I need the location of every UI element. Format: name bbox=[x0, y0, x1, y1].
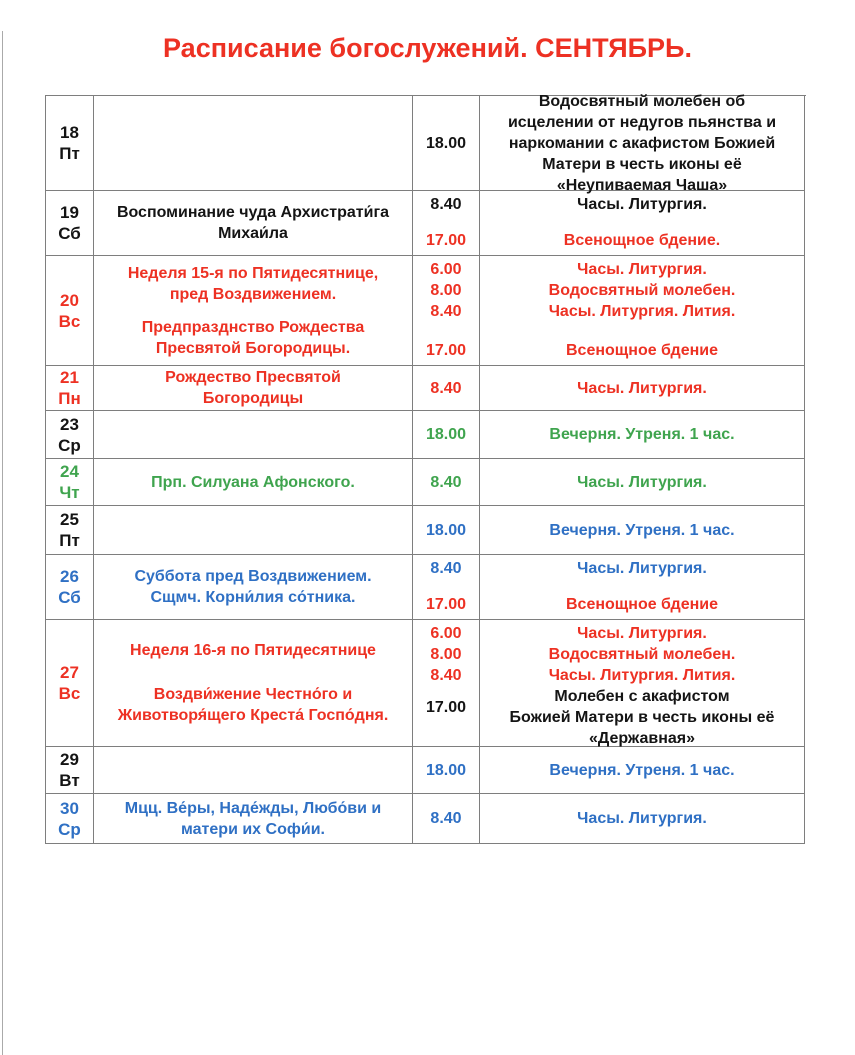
time-value: 8.00 bbox=[430, 282, 462, 299]
time-value: 18.00 bbox=[425, 134, 467, 152]
time-group bbox=[426, 697, 466, 718]
service-line: «Неупиваемая Чаша» bbox=[556, 176, 728, 194]
service-cell bbox=[480, 555, 805, 620]
date-cell bbox=[46, 555, 94, 620]
day-number: 25 bbox=[60, 510, 79, 529]
date-cell bbox=[46, 459, 94, 506]
service-cell bbox=[480, 366, 805, 411]
service-line: наркомании с акафистом Божией bbox=[508, 134, 776, 152]
time-group bbox=[430, 194, 461, 215]
time-value: 17.00 bbox=[425, 342, 467, 359]
service-line: Часы. Литургия. bbox=[577, 379, 707, 397]
time-value: 18.00 bbox=[425, 521, 467, 539]
service-group bbox=[566, 594, 718, 615]
service-group bbox=[566, 340, 718, 361]
weekday-label: Вс bbox=[58, 684, 81, 703]
time-cell bbox=[413, 620, 480, 747]
description-line: Пресвятой Богородицы. bbox=[155, 340, 351, 357]
service-line: «Державная» bbox=[588, 730, 695, 747]
service-line: Вечерня. Утреня. 1 час. bbox=[549, 426, 735, 443]
day-number: 23 bbox=[60, 414, 79, 434]
service-group bbox=[510, 686, 775, 749]
description-cell bbox=[94, 794, 413, 844]
time-cell bbox=[413, 506, 480, 555]
service-line: Часы. Литургия. bbox=[577, 560, 707, 577]
service-line: Часы. Литургия. Лития. bbox=[548, 303, 736, 320]
service-line: Часы. Литургия. Лития. bbox=[548, 667, 736, 684]
time-value: 8.40 bbox=[430, 196, 462, 213]
date-cell bbox=[46, 747, 94, 794]
description-paragraph bbox=[125, 798, 382, 840]
time-cell bbox=[413, 555, 480, 620]
time-group bbox=[426, 340, 466, 361]
description-line: Неделя 15-я по Пятидесятнице, bbox=[127, 265, 379, 282]
day-number: 24 bbox=[60, 462, 79, 481]
page-title: Расписание богослужений. СЕНТЯБРЬ. bbox=[163, 33, 692, 63]
description-line: пред Воздвижением. bbox=[169, 286, 337, 303]
time-value: 8.40 bbox=[430, 379, 462, 397]
service-line: Всенощное бдение bbox=[565, 342, 718, 359]
service-cell bbox=[480, 191, 805, 256]
service-line: Часы. Литургия. bbox=[577, 261, 707, 278]
service-group bbox=[549, 259, 736, 322]
date-cell bbox=[46, 191, 94, 256]
service-group bbox=[549, 623, 736, 686]
day-number: 26 bbox=[60, 567, 79, 586]
time-value: 17.00 bbox=[425, 596, 467, 613]
description-line: матери их Софи́и. bbox=[181, 820, 325, 838]
service-cell bbox=[480, 256, 805, 366]
description-cell bbox=[94, 96, 413, 191]
service-cell bbox=[480, 92, 805, 194]
service-line: Часы. Литургия. bbox=[577, 810, 707, 827]
service-line: Водосвятный молебен. bbox=[548, 282, 736, 299]
weekday-label: Пт bbox=[59, 531, 80, 550]
service-line: Молебен с акафистом bbox=[554, 688, 730, 705]
service-line: исцелении от недугов пьянства и bbox=[507, 113, 777, 131]
description-cell bbox=[94, 191, 413, 256]
time-group bbox=[430, 259, 461, 322]
date-cell bbox=[46, 506, 94, 555]
service-group bbox=[577, 194, 707, 215]
description-cell bbox=[94, 555, 413, 620]
description-cell bbox=[94, 459, 413, 506]
time-group bbox=[426, 230, 466, 251]
time-cell bbox=[413, 256, 480, 366]
description-paragraph bbox=[130, 640, 376, 661]
service-cell bbox=[480, 620, 805, 747]
time-value: 6.00 bbox=[430, 261, 462, 278]
weekday-label: Пн bbox=[58, 389, 81, 408]
weekday-label: Чт bbox=[59, 483, 80, 502]
description-line: Сщмч. Корни́лия со́тника. bbox=[150, 589, 356, 606]
description-paragraph bbox=[128, 263, 378, 305]
service-group bbox=[577, 558, 707, 579]
time-value: 8.40 bbox=[430, 810, 462, 827]
description-line: Рождество Пресвятой bbox=[165, 369, 341, 386]
time-cell bbox=[413, 411, 480, 459]
time-value: 17.00 bbox=[425, 232, 467, 249]
service-cell bbox=[480, 747, 805, 794]
day-number: 29 bbox=[60, 750, 79, 769]
time-value: 6.00 bbox=[430, 625, 462, 642]
service-line: Вечерня. Утреня. 1 час. bbox=[549, 761, 735, 779]
description-line: Михаи́ла bbox=[218, 225, 288, 242]
description-cell bbox=[94, 366, 413, 411]
time-group bbox=[430, 558, 461, 579]
time-cell bbox=[413, 366, 480, 411]
description-line: Суббота пред Воздвижением. bbox=[134, 568, 372, 585]
time-group bbox=[430, 623, 461, 686]
description-line: Прп. Силуана Афонского. bbox=[151, 473, 355, 491]
weekday-label: Сб bbox=[58, 224, 81, 243]
weekday-label: Сб bbox=[58, 588, 81, 607]
time-value: 17.00 bbox=[425, 699, 467, 716]
schedule-table bbox=[45, 92, 806, 844]
date-cell bbox=[46, 411, 94, 459]
time-cell bbox=[413, 459, 480, 506]
description-paragraph bbox=[134, 566, 371, 608]
description-line: Неделя 16-я по Пятидесятнице bbox=[130, 642, 376, 659]
description-cell bbox=[94, 620, 413, 747]
date-cell bbox=[46, 366, 94, 411]
service-group bbox=[564, 230, 720, 251]
description-cell bbox=[94, 411, 413, 459]
weekday-label: Вс bbox=[58, 311, 81, 331]
time-cell bbox=[413, 794, 480, 844]
service-line: Матери в честь иконы её bbox=[542, 155, 742, 173]
service-line: Божией Матери в честь иконы её bbox=[509, 709, 775, 726]
service-line: Водосвятный молебен. bbox=[548, 646, 736, 663]
time-value: 18.00 bbox=[425, 761, 467, 779]
description-line: Животворя́щего Креста́ Госпо́дня. bbox=[117, 707, 389, 724]
description-cell bbox=[94, 256, 413, 366]
description-paragraph bbox=[118, 684, 389, 726]
day-number: 18 bbox=[60, 123, 79, 142]
date-cell bbox=[46, 96, 94, 191]
time-value: 8.00 bbox=[430, 646, 462, 663]
day-number: 19 bbox=[60, 203, 79, 222]
page-edge-line bbox=[2, 31, 3, 1055]
day-number: 20 bbox=[60, 290, 79, 310]
description-paragraph bbox=[151, 472, 355, 493]
day-number: 27 bbox=[60, 663, 79, 682]
time-value: 8.40 bbox=[430, 560, 462, 577]
description-cell bbox=[94, 506, 413, 555]
time-value: 8.40 bbox=[430, 473, 462, 491]
time-group bbox=[426, 594, 466, 615]
weekday-label: Вт bbox=[59, 771, 80, 790]
service-cell bbox=[480, 411, 805, 459]
description-cell bbox=[94, 747, 413, 794]
service-line: Часы. Литургия. bbox=[577, 625, 707, 642]
weekday-label: Ср bbox=[58, 435, 81, 455]
time-cell bbox=[413, 96, 480, 191]
description-paragraph bbox=[165, 367, 341, 409]
service-line: Водосвятный молебен об bbox=[538, 92, 746, 110]
service-line: Вечерня. Утреня. 1 час. bbox=[549, 521, 735, 539]
description-line: Воздви́жение Честно́го и bbox=[153, 686, 353, 703]
time-value: 8.40 bbox=[430, 303, 462, 320]
service-line: Часы. Литургия. bbox=[577, 196, 707, 213]
weekday-label: Пт bbox=[59, 144, 80, 163]
description-paragraph bbox=[142, 317, 365, 359]
description-line: Богородицы bbox=[202, 390, 304, 407]
service-line: Всенощное бдение bbox=[565, 596, 718, 613]
time-value: 18.00 bbox=[425, 426, 467, 443]
time-cell bbox=[413, 747, 480, 794]
time-value: 8.40 bbox=[430, 667, 462, 684]
date-cell bbox=[46, 794, 94, 844]
time-cell bbox=[413, 191, 480, 256]
service-line: Всенощное бдение. bbox=[563, 232, 721, 249]
date-cell bbox=[46, 256, 94, 366]
description-paragraph bbox=[117, 202, 389, 244]
weekday-label: Ср bbox=[58, 819, 81, 839]
day-number: 21 bbox=[60, 368, 79, 387]
service-line: Часы. Литургия. bbox=[577, 473, 707, 491]
service-cell bbox=[480, 459, 805, 506]
service-cell bbox=[480, 506, 805, 555]
service-cell bbox=[480, 794, 805, 844]
description-line: Воспоминание чуда Архистрати́га bbox=[116, 204, 390, 221]
day-number: 30 bbox=[60, 798, 79, 818]
date-cell bbox=[46, 620, 94, 747]
description-line: Мцц. Ве́ры, Наде́жды, Любо́ви и bbox=[124, 799, 382, 817]
description-line: Предпразднство Рождества bbox=[141, 319, 365, 336]
